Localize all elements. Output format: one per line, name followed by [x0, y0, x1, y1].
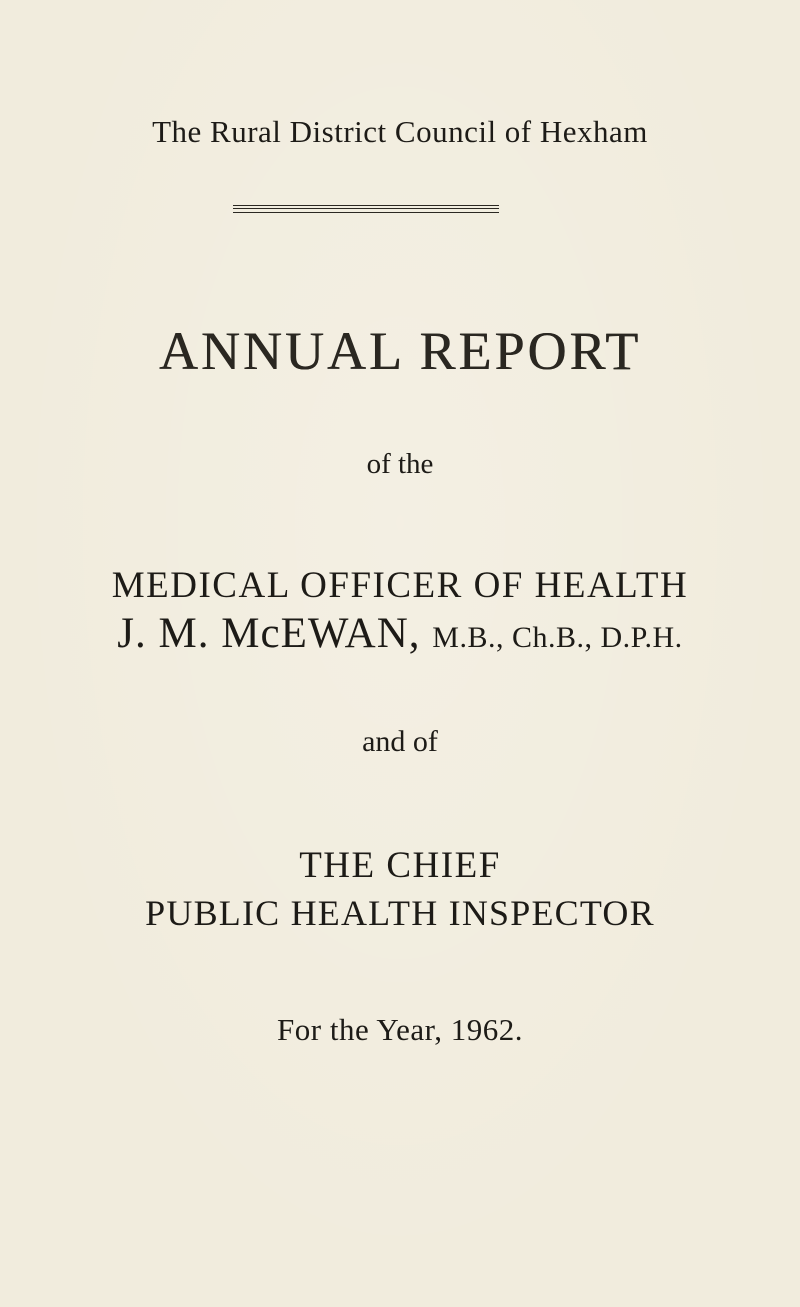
chief-title: THE CHIEF [299, 845, 501, 886]
council-title: The Rural District Council of Hexham [152, 114, 648, 149]
inspector-title: PUBLIC HEALTH INSPECTOR [145, 893, 655, 933]
report-title: ANNUAL REPORT [158, 321, 642, 381]
officer-name-line [0, 609, 800, 658]
officer-title: MEDICAL OFFICER OF HEALTH [111, 565, 689, 606]
and-of-text: and of [362, 725, 438, 758]
officer-degrees: M.B., Ch.B., D.P.H. [432, 621, 683, 654]
officer-name: J. M. McEWAN, [117, 610, 421, 657]
report-year: For the Year, 1962. [277, 1012, 523, 1047]
title-divider [233, 205, 499, 213]
of-the-text: of the [366, 448, 434, 480]
